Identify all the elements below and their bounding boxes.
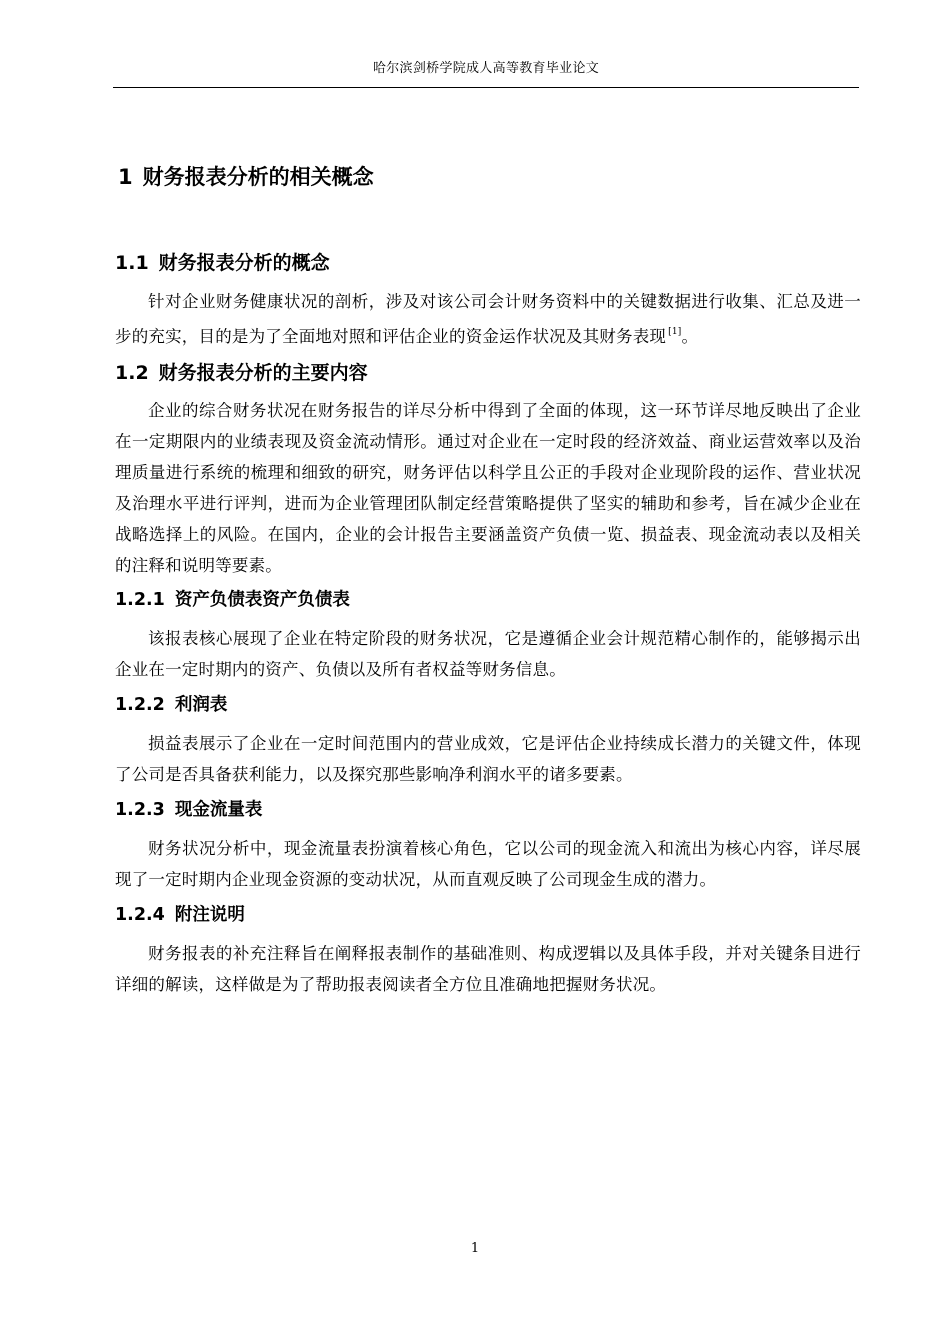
paragraph-1-2-4: 财务报表的补充注释旨在阐释报表制作的基础准则、构成逻辑以及具体手段，并对关键条目进行详细的解读，这样做是为了帮助报表阅读者全方位且准确地把握财务状况。	[115, 944, 861, 994]
chapter-number: 1	[118, 165, 133, 189]
page-content	[115, 160, 861, 1000]
section-title: 财务报表分析的概念	[158, 252, 330, 274]
section-title: 附注说明	[174, 905, 245, 925]
running-header: 哈尔滨剑桥学院成人高等教育毕业论文	[372, 61, 600, 76]
page-number: 1	[470, 1241, 480, 1256]
paragraph-tail: 。	[681, 327, 699, 346]
citation-ref: [1]	[668, 327, 682, 337]
section-number: 1.2.2	[115, 695, 165, 715]
chapter-title: 财务报表分析的相关概念	[142, 165, 374, 189]
section-heading-1-2-2	[115, 691, 861, 719]
section-number: 1.2.1	[115, 590, 165, 610]
section-title: 财务报表分析的主要内容	[158, 362, 368, 384]
section-heading-1-2-4	[115, 901, 861, 929]
section-heading-1-2	[115, 358, 861, 388]
section-heading-1-2-1	[115, 586, 861, 614]
paragraph-1-1	[115, 286, 861, 352]
section-number: 1.1	[115, 252, 149, 274]
paragraph-1-2-1: 该报表核心展现了企业在特定阶段的财务状况，它是遵循企业会计规范精心制作的，能够揭示出企业在一定时期内的资产、负债以及所有者权益等财务信息。	[115, 629, 861, 679]
paragraph-1-2-2: 损益表展示了企业在一定时间范围内的营业成效，它是评估企业持续成长潜力的关键文件，体现了公司是否具备获利能力，以及探究那些影响净利润水平的诸多要素。	[115, 734, 861, 784]
section-heading-1-1	[115, 248, 861, 278]
section-title: 利润表	[174, 695, 228, 715]
chapter-heading	[118, 160, 861, 194]
section-title: 现金流量表	[174, 800, 263, 820]
paragraph-1-2-3: 财务状况分析中，现金流量表扮演着核心角色，它以公司的现金流入和流出为核心内容，详尽展现了一定时期内企业现金资源的变动状况，从而直观反映了公司现金生成的潜力。	[115, 839, 861, 889]
paragraph-text: 针对企业财务健康状况的剖析，涉及对该公司会计财务资料中的关键数据进行收集、汇总及进一步的充实，目的是为了全面地对照和评估企业的资金运作状况及其财务表现	[115, 292, 861, 346]
paragraph-1-2: 企业的综合财务状况在财务报告的详尽分析中得到了全面的体现，这一环节详尽地反映出了企业在一定期限内的业绩表现及资金流动情形。通过对企业在一定时段的经济效益、商业运营效率以及治理质量进行系统的梳理和细致的研究，财务评估以科学且公正的手段对企业现阶段的运作、营业状况及治理水平进行评判，进而为企业管理团队制定经营策略提供了坚实的辅助和参考，旨在减少企业在战略选择上的风险。在国内，企业的会计报告主要涵盖资产负债一览、损益表、现金流动表以及相关的注释和说明等要素。	[115, 401, 861, 575]
section-number: 1.2	[115, 362, 149, 384]
section-title: 资产负债表资产负债表	[174, 590, 350, 610]
header-rule	[113, 87, 859, 88]
section-number: 1.2.3	[115, 800, 165, 820]
section-number: 1.2.4	[115, 905, 165, 925]
section-heading-1-2-3	[115, 796, 861, 824]
